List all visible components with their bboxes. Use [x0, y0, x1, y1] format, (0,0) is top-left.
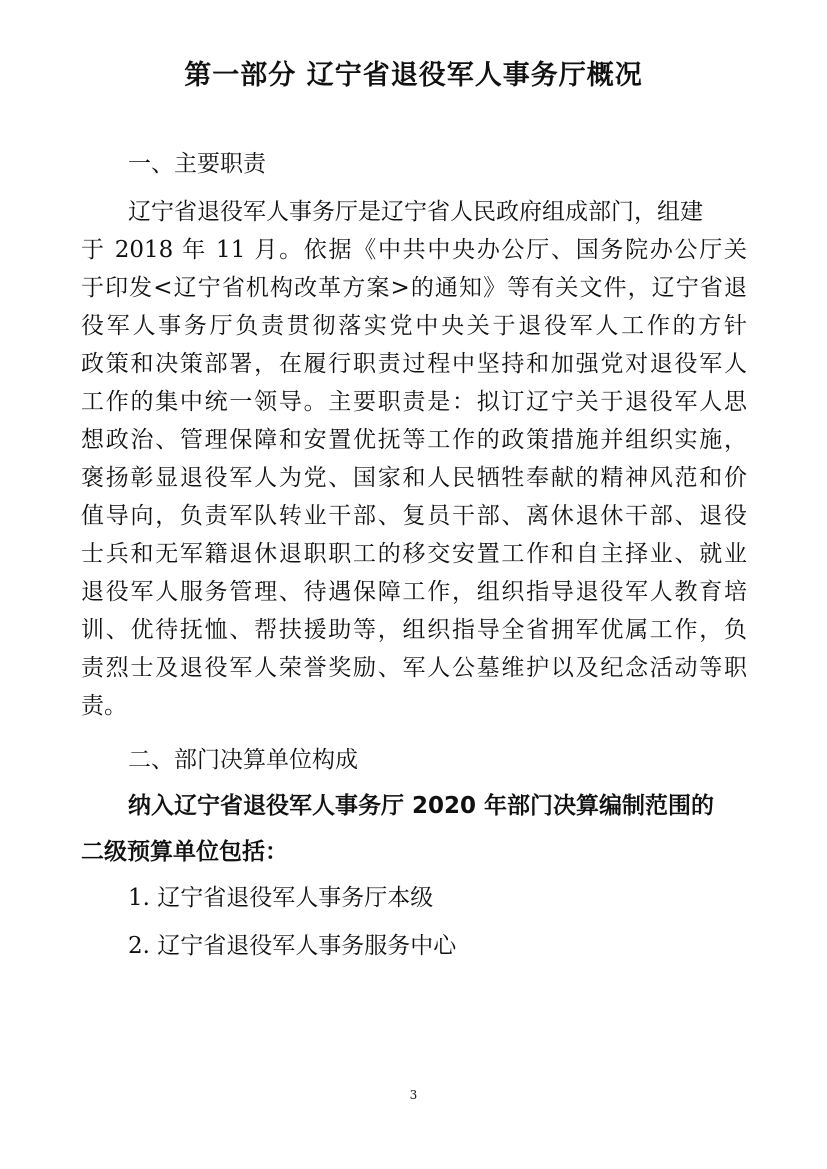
paragraph-line: 值导向，负责军队转业干部、复员干部、离休退休干部、退役: [81, 503, 747, 529]
paragraph-line: 责烈士及退役军人荣誉奖励、军人公墓维护以及纪念活动等职: [81, 655, 747, 681]
paragraph-line: 褒扬彰显退役军人为党、国家和人民牺牲奉献的精神风范和价: [81, 465, 747, 491]
paragraph-line: 责。: [81, 693, 127, 719]
section-heading-duties: 一、主要职责: [128, 151, 266, 177]
paragraph-line: 政策和决策部署，在履行职责过程中坚持和加强党对退役军人: [81, 351, 747, 377]
list-item: 1. 辽宁省退役军人事务厅本级: [128, 885, 434, 911]
bold-paragraph-line: 二级预算单位包括：: [81, 839, 288, 865]
paragraph-line: 役军人事务厅负责贯彻落实党中央关于退役军人工作的方针: [81, 313, 747, 339]
list-item: 2. 辽宁省退役军人事务服务中心: [128, 933, 457, 959]
paragraph-line: 于 2018 年 11 月。依据《中共中央办公厅、国务院办公厅关: [81, 237, 747, 263]
paragraph-line: 想政治、管理保障和安置优抚等工作的政策措施并组织实施，: [81, 427, 747, 453]
paragraph-line: 退役军人服务管理、待遇保障工作，组织指导退役军人教育培: [81, 579, 747, 605]
paragraph-line: 于印发<辽宁省机构改革方案>的通知》等有关文件，辽宁省退: [81, 275, 747, 301]
bold-paragraph-line: 纳入辽宁省退役军人事务厅 2020 年部门决算编制范围的: [128, 793, 715, 819]
page-title: 第一部分 辽宁省退役军人事务厅概况: [184, 60, 643, 91]
paragraph-line: 士兵和无军籍退休退职职工的移交安置工作和自主择业、就业: [81, 541, 747, 567]
page-number: 3: [409, 1088, 418, 1102]
section-heading-units: 二、部门决算单位构成: [128, 747, 358, 773]
paragraph-line: 辽宁省退役军人事务厅是辽宁省人民政府组成部门，组建: [128, 199, 703, 225]
paragraph-line: 工作的集中统一领导。主要职责是：拟订辽宁关于退役军人思: [81, 389, 747, 415]
paragraph-line: 训、优待抚恤、帮扶援助等，组织指导全省拥军优属工作，负: [81, 617, 747, 643]
